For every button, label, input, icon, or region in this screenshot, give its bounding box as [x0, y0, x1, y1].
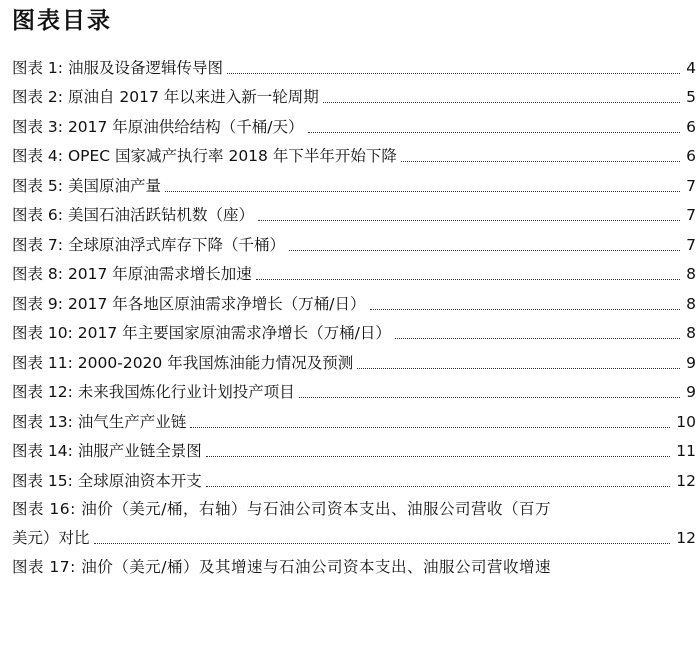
toc-entry-page: 6	[686, 147, 696, 165]
toc-entry-label: 图表 12: 未来我国炼化行业计划投产项目	[12, 383, 295, 401]
toc-entry-label: 图表 11: 2000-2020 年我国炼油能力情况及预测	[12, 353, 354, 372]
toc-entry[interactable]	[0, 343, 700, 373]
dot-leader	[370, 309, 680, 310]
toc-entry[interactable]	[0, 314, 700, 344]
toc-entry-label: 图表 2: 原油自 2017 年以来进入新一轮周期	[12, 88, 319, 106]
dot-leader	[289, 250, 680, 251]
toc-entry-page: 8	[686, 265, 696, 283]
toc-entry[interactable]	[0, 196, 700, 226]
toc-entry-page: 5	[686, 88, 696, 106]
toc-entry-label: 图表 6: 美国石油活跃钻机数（座）	[12, 206, 254, 224]
toc-entry-label: 图表 13: 油气生产产业链	[12, 412, 187, 431]
toc-entry-page: 12	[676, 528, 696, 547]
toc-entry-label: 图表 7: 全球原油浮式库存下降（千桶）	[12, 235, 285, 254]
toc-entry[interactable]	[0, 225, 700, 255]
toc-entry-page: 7	[686, 206, 696, 224]
toc-entry[interactable]	[0, 48, 700, 78]
dot-leader	[258, 220, 680, 221]
toc-entry-page: 7	[686, 176, 696, 195]
toc-entry-label: 图表 4: OPEC 国家减产执行率 2018 年下半年开始下降	[12, 147, 397, 165]
toc-entry[interactable]	[0, 548, 700, 577]
toc-entry[interactable]	[0, 373, 700, 403]
toc-entry-page: 12	[676, 471, 696, 490]
dot-leader	[323, 102, 680, 103]
dot-leader	[190, 427, 670, 428]
toc-entry-label: 图表 3: 2017 年原油供给结构（千桶/天）	[12, 117, 304, 136]
toc-entry-label-continued: 美元）对比	[12, 528, 90, 547]
toc-entry-page: 9	[686, 383, 696, 401]
toc-entry-page: 6	[686, 117, 696, 136]
dot-leader	[299, 397, 680, 398]
toc-entry[interactable]	[0, 461, 700, 491]
toc-entry-label: 图表 16: 油价（美元/桶，右轴）与石油公司资本支出、油服公司营收（百万	[12, 499, 552, 518]
dot-leader	[395, 338, 680, 339]
toc-entry[interactable]	[0, 432, 700, 462]
toc-entry-page: 10	[676, 412, 696, 431]
dot-leader	[308, 132, 680, 133]
toc-entry-label: 图表 10: 2017 年主要国家原油需求净增长（万桶/日）	[12, 324, 391, 342]
toc-title: 图表目录	[12, 8, 112, 34]
toc-entry[interactable]	[0, 166, 700, 196]
dot-leader	[94, 543, 671, 544]
toc-entry-label: 图表 17: 油价（美元/桶）及其增速与石油公司资本支出、油服公司营收增速	[12, 557, 552, 576]
toc-entry[interactable]	[0, 284, 700, 314]
dot-leader	[401, 161, 680, 162]
toc-entry-page: 8	[686, 324, 696, 342]
toc-list	[0, 48, 700, 577]
dot-leader	[256, 279, 680, 280]
toc-entry[interactable]	[0, 78, 700, 108]
toc-entry-page: 11	[676, 442, 696, 460]
toc-entry-label: 图表 5: 美国原油产量	[12, 176, 161, 195]
toc-entry-label: 图表 14: 油服产业链全景图	[12, 442, 202, 460]
toc-entry-page: 7	[686, 235, 696, 254]
toc-entry[interactable]	[0, 137, 700, 167]
toc-entry[interactable]	[0, 255, 700, 285]
toc-entry-label: 图表 8: 2017 年原油需求增长加速	[12, 265, 252, 283]
toc-entry-page: 9	[686, 353, 696, 372]
toc-entry[interactable]	[0, 107, 700, 137]
dot-leader	[227, 73, 680, 74]
toc-entry-page: 8	[686, 294, 696, 313]
toc-entry-page: 4	[686, 58, 696, 77]
toc-entry[interactable]	[0, 402, 700, 432]
toc-entry-label: 图表 9: 2017 年各地区原油需求净增长（万桶/日）	[12, 294, 366, 313]
dot-leader	[206, 456, 670, 457]
toc-entry-label: 图表 1: 油服及设备逻辑传导图	[12, 58, 223, 77]
toc-entry[interactable]	[0, 491, 700, 548]
dot-leader	[206, 486, 670, 487]
toc-entry-label: 图表 15: 全球原油资本开支	[12, 471, 202, 490]
dot-leader	[357, 368, 680, 369]
dot-leader	[165, 191, 680, 192]
